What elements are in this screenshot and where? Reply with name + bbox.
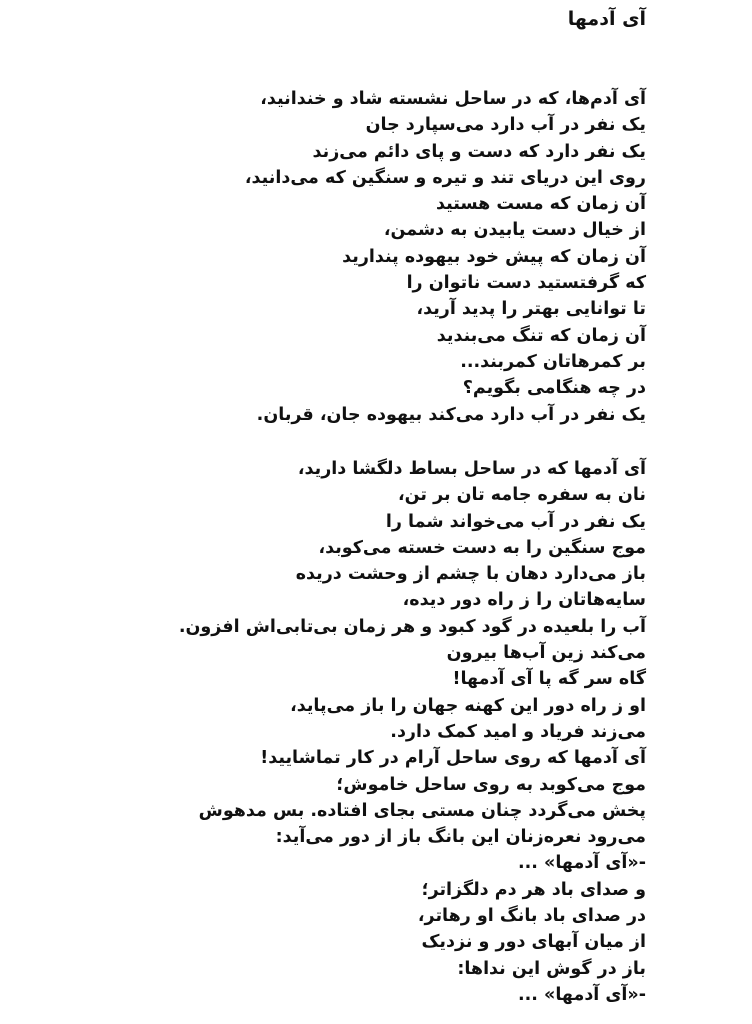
poem-line: سایه‌هاتان را ز راه دور دیده، <box>402 590 646 611</box>
poem-line: او ز راه دور این کهنه جهان را باز می‌پاید، <box>290 695 646 716</box>
poem-line: می‌رود نعره‌زنان این بانگ باز از دور می‌آید: <box>275 827 646 848</box>
poem-line: از میان آبهای دور و نزدیک <box>421 932 646 953</box>
poem-line: بر کمرهاتان کمربند... <box>460 351 646 372</box>
poem-line: آی آدمها که روی ساحل آرام در کار تماشایید! <box>260 748 646 769</box>
poem-line: در صدای باد بانگ او رهاتر، <box>417 906 646 927</box>
poem-line: باز می‌دارد دهان با چشم از وحشت دریده <box>295 564 646 585</box>
poem-title: آی آدمها <box>567 8 646 30</box>
poem-line: روی این دریای تند و تیره و سنگین که می‌دانید، <box>244 167 646 188</box>
poem-line: پخش می‌گردد چنان مستی بجای افتاده. بس مدهوش <box>198 800 646 821</box>
poem-line: تا توانایی بهتر را پدید آرید، <box>416 299 646 320</box>
poem-line: که گرفتستید دست ناتوان را <box>406 273 646 294</box>
poem-line: آن زمان که مست هستید <box>435 194 646 215</box>
poem-line: گاه سر گه پا آی آدمها! <box>452 669 646 690</box>
poem-line: -«آی آدمها» ... <box>518 984 646 1005</box>
poem-line: باز در گوش این نداها: <box>457 958 646 979</box>
stanza-2 <box>179 456 646 1008</box>
poem-line: از خیال دست یابیدن به دشمن، <box>383 220 646 241</box>
poem-line: می‌کند زین آب‌ها بیرون <box>446 643 646 664</box>
poem-line: آن زمان که پیش خود بیهوده پندارید <box>342 246 646 267</box>
poem-line: یک نفر در آب دارد می‌سپارد جان <box>365 115 646 136</box>
poem-line: و صدای باد هر دم دلگزاتر؛ <box>421 879 646 900</box>
poem-line: می‌زند فریاد و امید کمک دارد. <box>390 721 646 742</box>
poem-line: آن زمان که تنگ می‌بندید <box>436 325 646 346</box>
poem-line: آی آدم‌ها، که در ساحل نشسته شاد و خندانید، <box>260 89 646 109</box>
stanza-1 <box>245 86 646 428</box>
poem-line: در چه هنگامی بگویم؟ <box>462 378 646 399</box>
poem-line: یک نفر در آب دارد می‌کند بیهوده جان، قربان. <box>256 404 646 425</box>
poem-line: موج سنگین را به دست خسته می‌کوبد، <box>318 537 646 558</box>
poem-line: یک نفر دارد که دست و پای دائم می‌زند <box>312 141 646 162</box>
poem-line: -«آی آدمها» ... <box>518 853 646 874</box>
poem-line: نان به سفره جامه تان بر تن، <box>398 485 646 506</box>
poem-line: آی آدمها که در ساحل بساط دلگشا دارید، <box>297 459 646 479</box>
poem-line: آب را بلعیده در گود کبود و هر زمان بی‌تابی‌اش افزون. <box>178 616 646 637</box>
poem-line: موج می‌کوبد به روی ساحل خاموش؛ <box>336 774 646 795</box>
poem-line: یک نفر در آب می‌خواند شما را <box>385 511 646 532</box>
